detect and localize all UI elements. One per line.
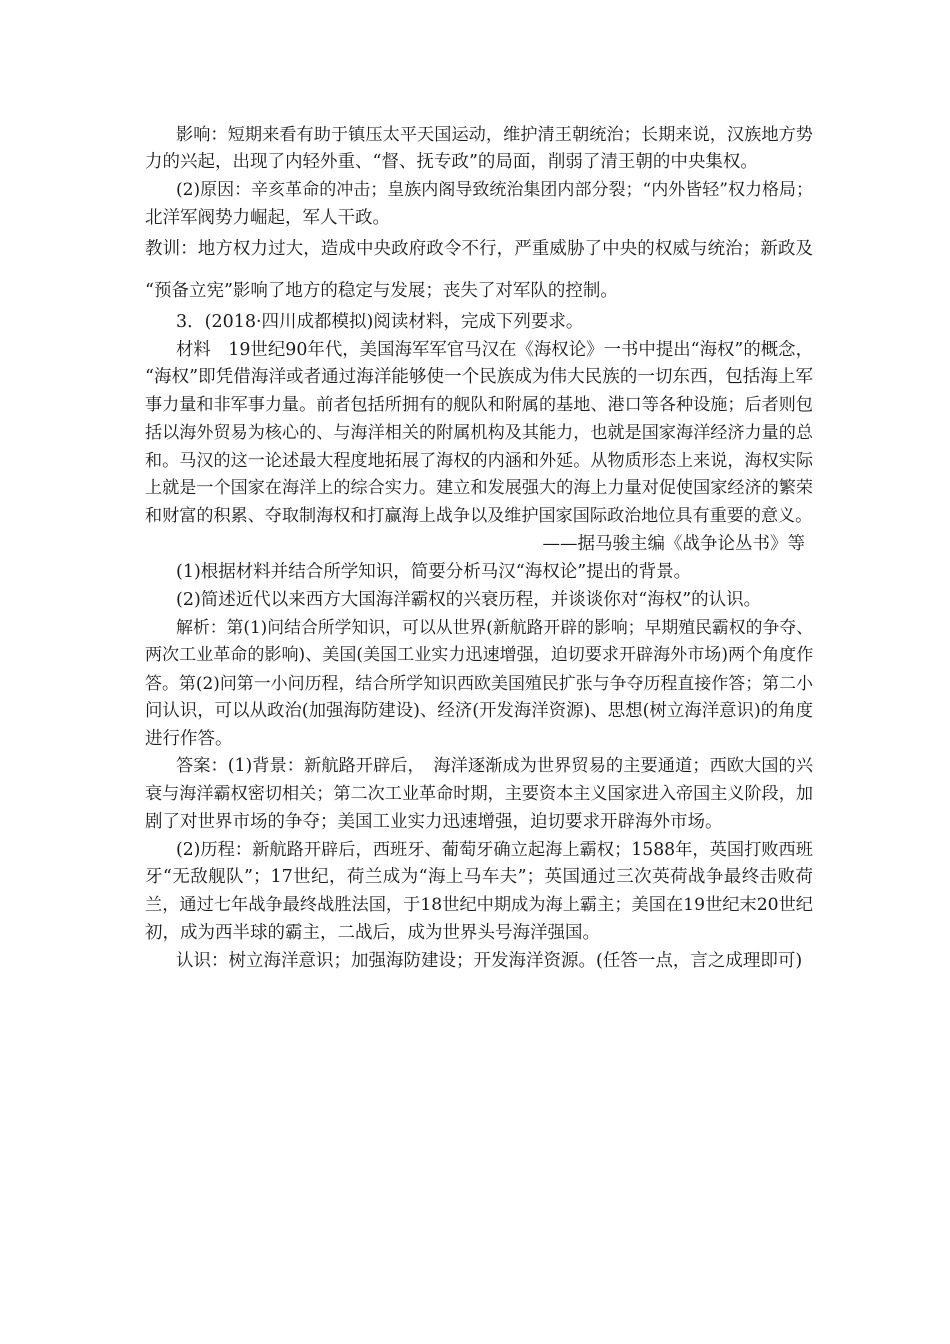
question-item: (1)根据材料并结合所学知识，简要分析马汉“海权论”提出的背景。 [176,562,692,582]
text-line: 两次工业革命的影响)、美国(美国工业实力迅速增强，迫切要求开辟海外市场)两个角度作 [145,645,814,665]
question-heading: 3．(2018·四川成都模拟)阅读材料，完成下列要求。 [176,312,584,332]
text-line: 牙“无敌舰队”；17世纪，荷兰成为“海上马车夫”；英国通过三次英荷战争最终击败荷 [145,867,813,887]
text-line: (2)历程：新航路开辟后，西班牙、葡萄牙确立起海上霸权；1588年，英国打败西班 [176,840,813,860]
text-line: 括以海外贸易为核心的、与海洋相关的附属机构及其能力，也就是国家海洋经济力量的总 [145,423,813,443]
text-line: 进行作答。 [145,729,233,749]
text-line: 兰，通过七年战争最终战胜法国，于18世纪中期成为海上霸主；美国在19世纪末20世纪 [145,895,813,915]
text-line: 答案：(1)背景：新航路开辟后， 海洋逐渐成为世界贸易的主要通道；西欧大国的兴 [176,756,813,776]
text-line: 事力量和非军事力量。前者包括所拥有的舰队和附属的基地、港口等各种设施；后者则包 [145,395,813,415]
text-line: 影响：短期来看有助于镇压太平天国运动，维护清王朝统治；长期来说，汉族地方势 [176,125,813,145]
text-line: 答。第(2)问第一小问历程，结合所学知识西欧美国殖民扩张与争夺历程直接作答；第二小 [145,673,813,693]
text-line: 初，成为西半球的霸主，二战后，成为世界头号海洋强国。 [145,923,600,943]
text-line: (2)原因：辛亥革命的冲击；皇族内阁导致统治集团内部分裂；“内外皆轻”权力格局； [176,180,814,200]
text-line: 衰与海洋霸权密切相关；第二次工业革命时期，主要资本主义国家进入帝国主义阶段，加 [145,784,813,804]
text-line: “预备立宪”影响了地方的稳定与发展；丧失了对军队的控制。 [145,281,618,301]
source-citation: ——据马骏主编《战争论丛书》等 [542,534,805,554]
text-line: “海权”即凭借海洋或者通过海洋能够使一个民族成为伟大民族的一切东西，包括海上军 [145,367,813,387]
text-line: 解析：第(1)问结合所学知识，可以从世界(新航路开辟的影响；早期殖民霸权的争夺、 [176,617,813,637]
text-line: 北洋军阀势力崛起，军人干政。 [145,208,390,228]
text-line: 问认识，可以从政治(加强海防建设)、经济(开发海洋资源)、思想(树立海洋意识)的角度 [145,701,813,721]
text-line: 剧了对世界市场的争夺；美国工业实力迅速增强，迫切要求开辟海外市场。 [145,812,723,832]
text-line: 教训：地方权力过大，造成中央政府政令不行，严重威胁了中央的权威与统治；新政及 [145,239,813,259]
text-line: 力的兴起，出现了内轻外重、“督、抚专政”的局面，削弱了清王朝的中央集权。 [145,152,758,172]
text-line: 和。马汉的这一论述最大程度地拓展了海权的内涵和外延。从物质形态上来说，海权实际 [145,451,813,471]
text-line: 材料 19世纪90年代，美国海军军官马汉在《海权论》一书中提出“海权”的概念， [176,340,814,360]
question-item: (2)简述近代以来西方大国海洋霸权的兴衰历程，并谈谈你对“海权”的认识。 [176,590,762,610]
text-line: 上就是一个国家在海洋上的综合实力。建立和发展强大的海上力量对促使国家经济的繁荣 [145,478,813,498]
text-line: 和财富的积累、夺取制海权和打赢海上战争以及维护国家国际政治地位具有重要的意义。 [145,506,813,526]
text-line: 认识：树立海洋意识；加强海防建设；开发海洋资源。(任答一点，言之成理即可) [176,951,803,971]
